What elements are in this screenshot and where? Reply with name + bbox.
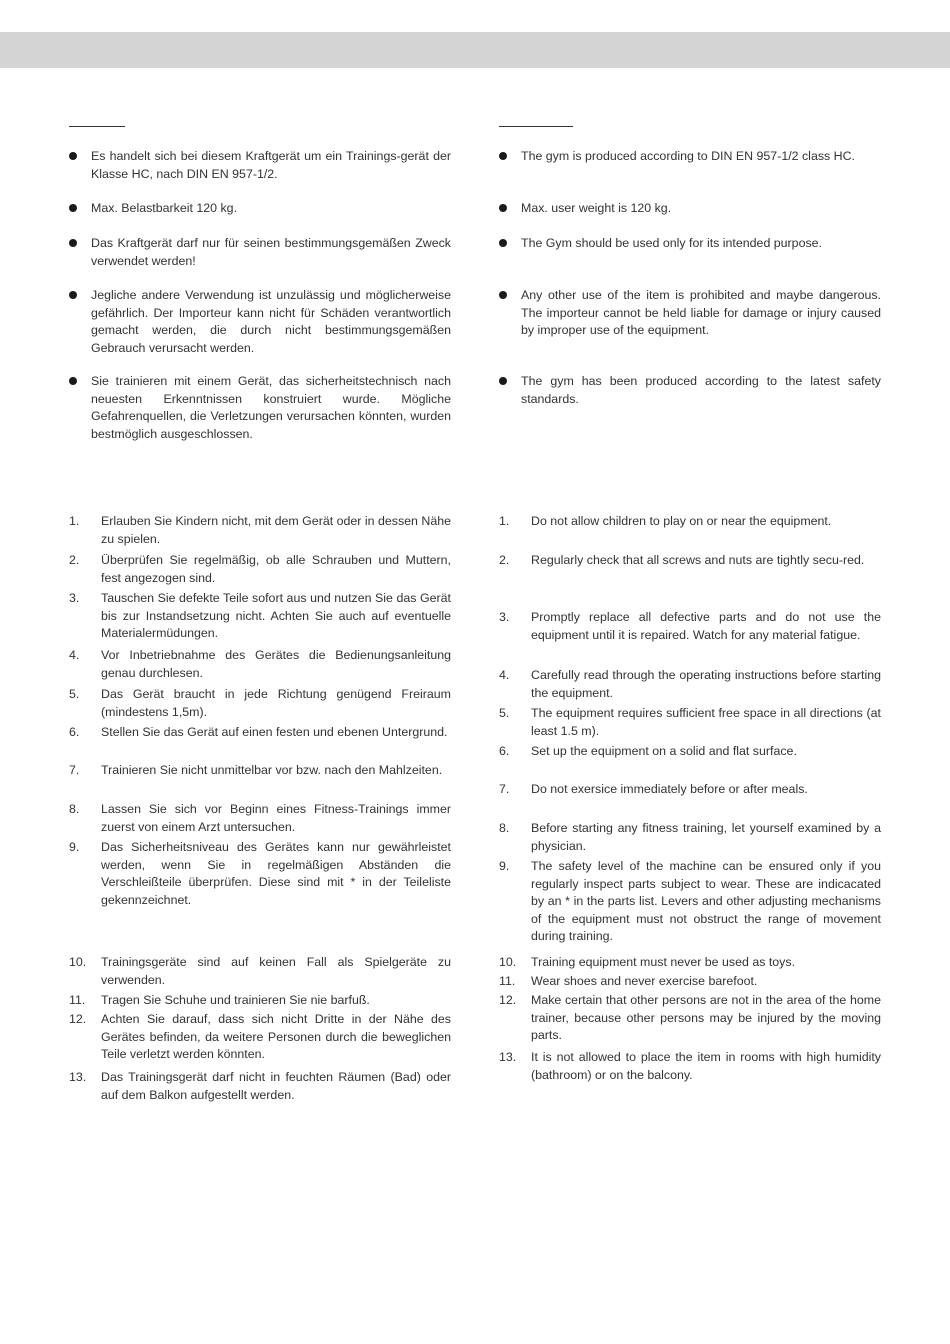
bullet-icon [69, 204, 77, 212]
bullet-icon [69, 239, 77, 247]
bullet-icon [499, 291, 507, 299]
bullet-icon [69, 152, 77, 160]
english-heading-rule [499, 126, 573, 127]
bullet-icon [499, 204, 507, 212]
header-band [0, 32, 950, 68]
bullet-icon [69, 377, 77, 385]
bullet-icon [499, 377, 507, 385]
bullet-icon [69, 291, 77, 299]
bullet-icon [499, 152, 507, 160]
bullet-icon [499, 239, 507, 247]
german-heading-rule [69, 126, 125, 127]
